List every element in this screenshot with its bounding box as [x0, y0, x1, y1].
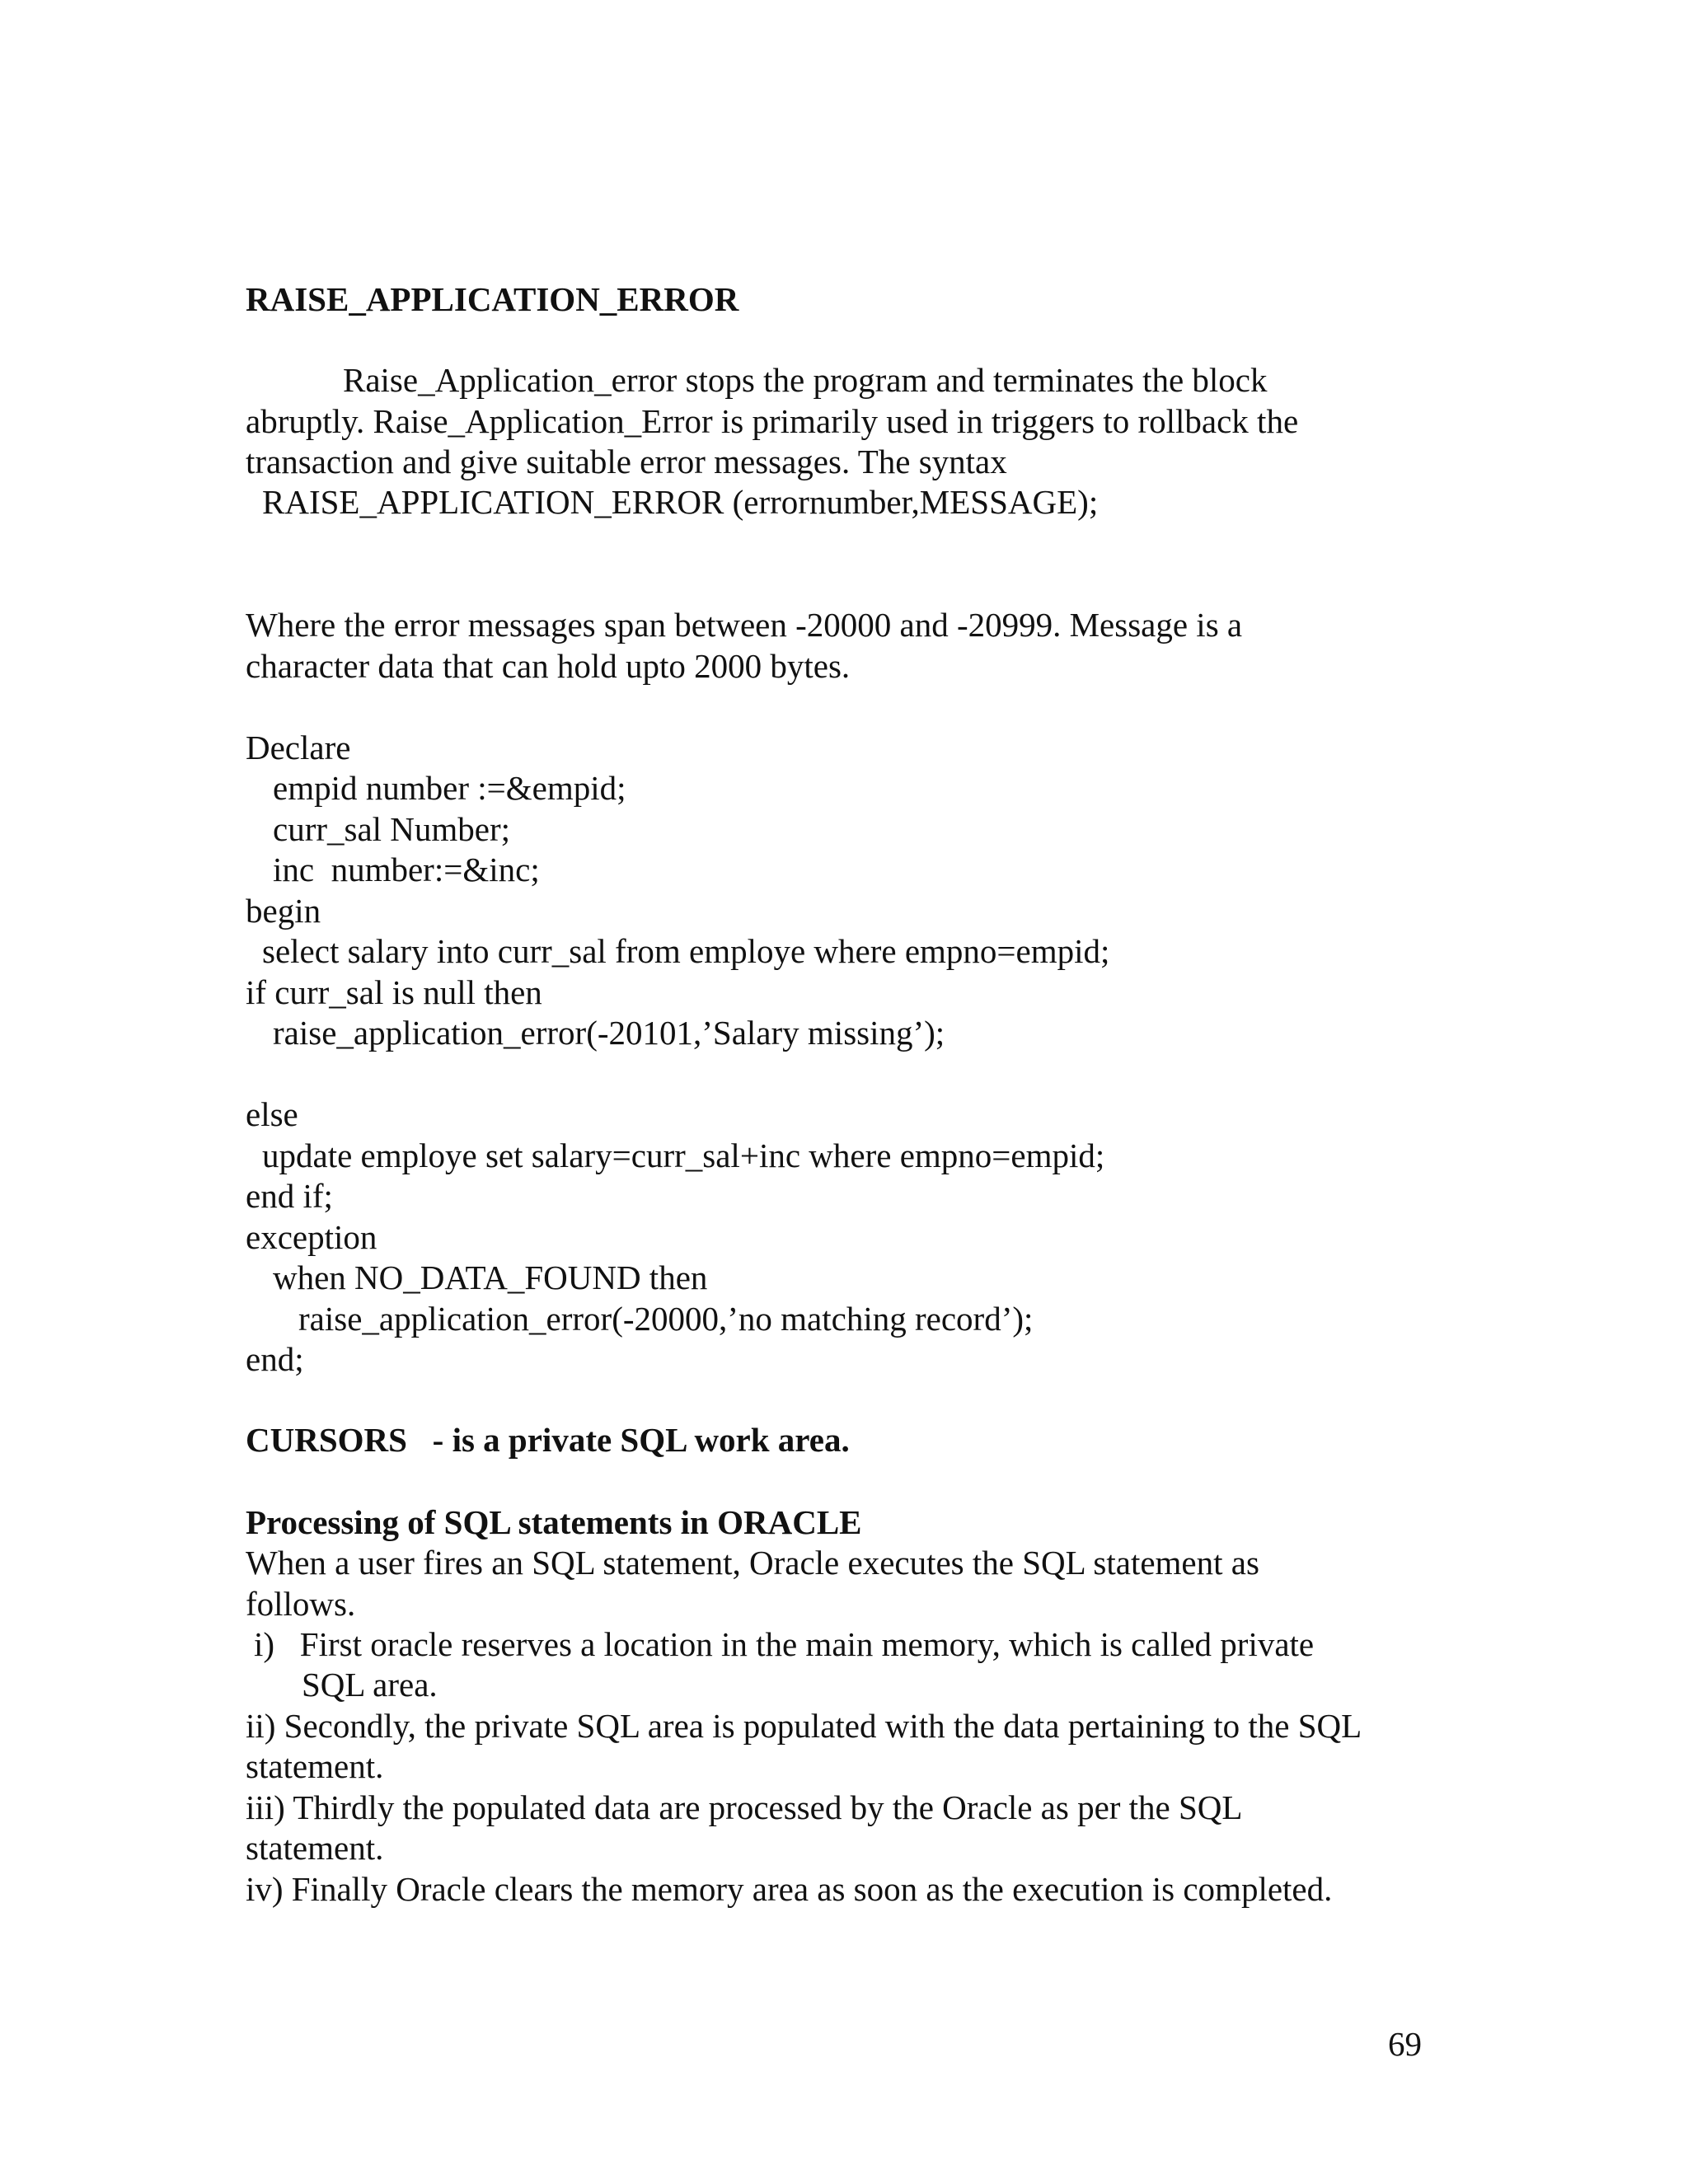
code-line: select salary into curr_sal from employe where empno=empid;: [262, 932, 1110, 970]
section-heading-processing: Processing of SQL statements in ORACLE: [246, 1503, 862, 1541]
code-line: end if;: [246, 1177, 333, 1215]
code-line: if curr_sal is null then: [246, 973, 542, 1011]
paragraph-line: transaction and give suitable error messages. The syntax: [246, 443, 1007, 480]
code-line: exception: [246, 1218, 377, 1256]
list-item-continuation: SQL area.: [302, 1666, 438, 1704]
code-line: empid number :=&empid;: [273, 769, 626, 807]
code-line: Declare: [246, 729, 351, 766]
paragraph-line: Raise_Application_error stops the program and terminates the block: [343, 361, 1268, 399]
list-item-continuation: statement.: [246, 1747, 384, 1785]
page-number: 69: [1388, 2025, 1422, 2063]
paragraph-line: abruptly. Raise_Application_Error is primarily used in triggers to rollback the: [246, 402, 1299, 440]
paragraph-line: Where the error messages span between -20000 and -20999. Message is a: [246, 606, 1243, 644]
list-item: iii) Thirdly the populated data are processed by the Oracle as per the SQL: [246, 1788, 1243, 1826]
list-item: ii) Secondly, the private SQL area is populated with the data pertaining to the SQL: [246, 1707, 1362, 1745]
section-heading-raise-application-error: RAISE_APPLICATION_ERROR: [246, 280, 739, 318]
paragraph-line: follows.: [246, 1585, 356, 1623]
code-line: raise_application_error(-20000,’no matching record’);: [298, 1300, 1034, 1338]
code-line: end;: [246, 1340, 304, 1378]
list-item: i) First oracle reserves a location in the main memory, which is called private: [254, 1625, 1315, 1663]
code-line: raise_application_error(-20101,’Salary missing’);: [273, 1014, 945, 1052]
paragraph-line: character data that can hold upto 2000 bytes.: [246, 647, 851, 685]
syntax-line: RAISE_APPLICATION_ERROR (errornumber,MESSAGE);: [262, 483, 1099, 521]
code-line: curr_sal Number;: [273, 810, 511, 848]
list-item: iv) Finally Oracle clears the memory area as soon as the execution is completed.: [246, 1870, 1333, 1908]
code-line: when NO_DATA_FOUND then: [273, 1258, 708, 1296]
paragraph-line: When a user fires an SQL statement, Oracle executes the SQL statement as: [246, 1544, 1259, 1582]
code-line: inc number:=&inc;: [273, 851, 540, 888]
code-line: begin: [246, 892, 321, 930]
list-item-continuation: statement.: [246, 1829, 384, 1867]
section-heading-cursors: CURSORS - is a private SQL work area.: [246, 1421, 850, 1459]
code-line: update employe set salary=curr_sal+inc where empno=empid;: [262, 1137, 1105, 1174]
code-line: else: [246, 1095, 298, 1133]
